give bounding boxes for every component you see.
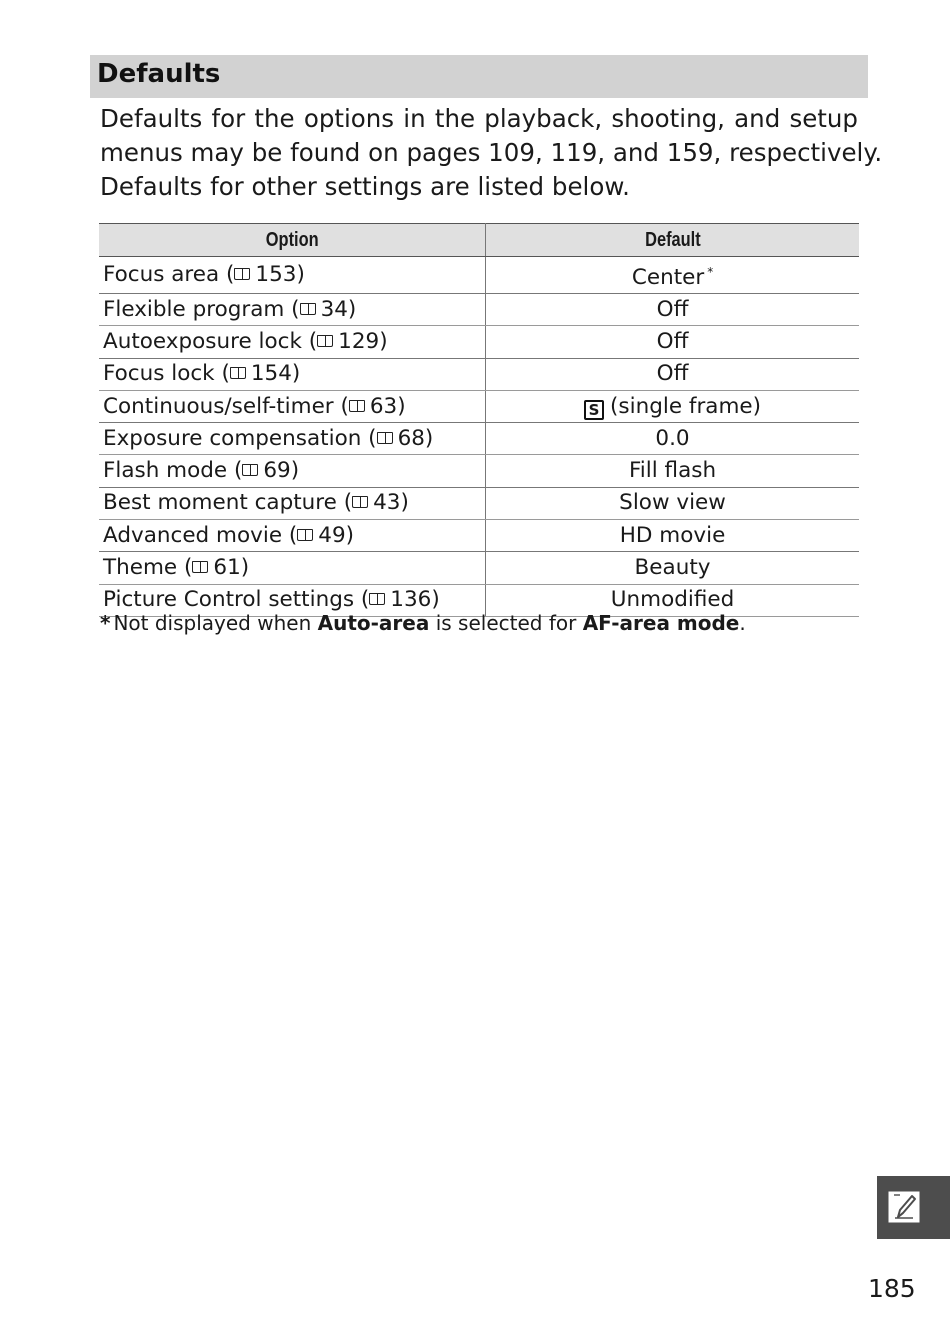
- footnote-marker: *: [100, 611, 111, 635]
- default-cell: Center *: [486, 257, 859, 294]
- intro-line: Defaults for the options in the playback, shooting, and setup: [100, 104, 858, 133]
- table-row: [99, 487, 859, 519]
- default-cell: Off: [486, 294, 859, 326]
- option-cell: Exposure compensation ( 68): [99, 423, 486, 455]
- default-cell: HD movie: [486, 520, 859, 552]
- default-cell: Off: [486, 326, 859, 358]
- default-cell: Off: [486, 358, 859, 390]
- intro-line: Defaults for other settings are listed below.: [100, 172, 630, 201]
- book-page-icon: [352, 496, 370, 510]
- option-cell: Theme ( 61): [99, 552, 486, 584]
- column-header-default: Default: [486, 224, 859, 257]
- book-page-icon: [297, 529, 315, 543]
- section-heading: Defaults: [90, 55, 868, 98]
- table-row: [99, 520, 859, 552]
- option-cell: Picture Control settings ( 136): [99, 584, 486, 616]
- table-row: [99, 358, 859, 390]
- default-cell: Fill flash: [486, 455, 859, 487]
- table-row: [99, 390, 859, 422]
- table-row: [99, 455, 859, 487]
- chapter-tab: [877, 1176, 950, 1239]
- book-page-icon: [377, 432, 395, 446]
- option-cell: Focus lock ( 154): [99, 358, 486, 390]
- book-page-icon: [300, 303, 318, 317]
- column-header-option: Option: [99, 224, 486, 257]
- option-cell: Advanced movie ( 49): [99, 520, 486, 552]
- page-number: 185: [868, 1274, 916, 1303]
- notes-pencil-icon: [886, 1187, 922, 1225]
- option-cell: Autoexposure lock ( 129): [99, 326, 486, 358]
- table-row: [99, 423, 859, 455]
- default-cell: S (single frame): [486, 390, 859, 422]
- intro-paragraph: [100, 102, 883, 204]
- option-cell: Continuous/self-timer ( 63): [99, 390, 486, 422]
- option-cell: Focus area ( 153): [99, 257, 486, 294]
- option-cell: Flash mode ( 69): [99, 455, 486, 487]
- table-row: [99, 326, 859, 358]
- book-page-icon: [317, 335, 335, 349]
- book-page-icon: [242, 464, 260, 478]
- table-footnote: * Not displayed when Auto-area is selected for AF-area mode.: [100, 611, 746, 635]
- table-row: [99, 257, 859, 294]
- footnote-marker: *: [707, 265, 714, 279]
- intro-line: menus may be found on pages 109, 119, and 159, respectively.: [100, 138, 883, 167]
- single-frame-mode-icon: S: [584, 400, 604, 420]
- option-cell: Flexible program ( 34): [99, 294, 486, 326]
- default-cell: Beauty: [486, 552, 859, 584]
- book-page-icon: [349, 400, 367, 414]
- table-row: [99, 552, 859, 584]
- book-page-icon: [369, 593, 387, 607]
- defaults-table: [99, 223, 859, 617]
- default-cell: Unmodified: [486, 584, 859, 616]
- default-cell: 0.0: [486, 423, 859, 455]
- book-page-icon: [192, 561, 210, 575]
- auto-area-term: Auto-area: [317, 611, 430, 635]
- book-page-icon: [234, 268, 252, 282]
- table-header-row: [99, 224, 859, 257]
- book-page-icon: [230, 367, 248, 381]
- af-area-mode-term: AF-area mode: [582, 611, 740, 635]
- table-row: [99, 294, 859, 326]
- default-cell: Slow view: [486, 487, 859, 519]
- option-cell: Best moment capture ( 43): [99, 487, 486, 519]
